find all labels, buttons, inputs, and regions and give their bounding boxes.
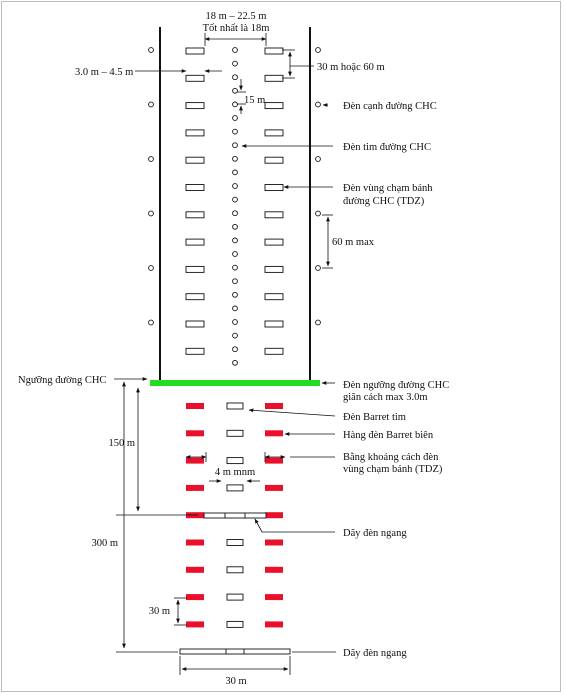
tdz-light <box>265 75 283 81</box>
tdz-light <box>186 266 204 272</box>
barrette-center-light <box>227 430 243 436</box>
threshold-label: Ngưỡng đường CHC <box>18 375 107 386</box>
centerline-light <box>233 197 238 202</box>
barrette-side-light <box>265 458 283 464</box>
edge-light <box>316 48 321 53</box>
tdz-light <box>265 348 283 354</box>
edge-light <box>149 48 154 53</box>
edge-light <box>316 102 321 107</box>
crossbar-label-2: Dãy đèn ngang <box>343 648 407 659</box>
dist-30-label: 30 m <box>148 606 170 617</box>
centerline-light <box>233 184 238 189</box>
edge-light <box>149 320 154 325</box>
edge-light <box>316 320 321 325</box>
centerline-light <box>233 156 238 161</box>
centerline-light <box>233 265 238 270</box>
width-best-label: Tốt nhất là 18m <box>202 23 270 34</box>
centerline-light <box>233 320 238 325</box>
barrette-side-light <box>265 594 283 600</box>
centerline-light <box>233 360 238 365</box>
barrette-center-label: Đèn Barret tim <box>343 412 406 423</box>
barrette-side-light <box>186 594 204 600</box>
tdz-light <box>186 212 204 218</box>
tdz-light <box>265 130 283 136</box>
centerline-light <box>233 224 238 229</box>
barrette-side-light <box>186 485 204 491</box>
barrette-center-light <box>227 594 243 600</box>
tdz-light <box>186 157 204 163</box>
crossbar-300 <box>180 649 290 654</box>
edge-spacing-label: 60 m max <box>332 237 374 248</box>
centerline-light <box>233 116 238 121</box>
edge-light <box>149 102 154 107</box>
centerline-light <box>233 211 238 216</box>
edge-light <box>316 157 321 162</box>
centerline-light <box>233 61 238 66</box>
barrette-center-light <box>227 403 243 409</box>
edge-light <box>316 266 321 271</box>
centerline-light <box>233 170 238 175</box>
width-bottom-label: 30 m <box>225 676 247 687</box>
tdz-light <box>186 75 204 81</box>
barrette-side-light <box>265 512 283 518</box>
centerline-light <box>233 279 238 284</box>
barrette-side-light <box>186 567 204 573</box>
centerline-light <box>233 48 238 53</box>
tdz-light <box>265 266 283 272</box>
edge-light <box>149 211 154 216</box>
tdz-light <box>186 185 204 191</box>
barrette-side-light <box>265 485 283 491</box>
barrette-center-light <box>227 540 243 546</box>
centerline-light <box>233 292 238 297</box>
barrette-side-light <box>186 403 204 409</box>
barrette-center-light <box>227 621 243 627</box>
tdz-light <box>265 157 283 163</box>
tdz-lights-label-2: đường CHC (TDZ) <box>343 196 425 207</box>
dist-300-label: 300 m <box>91 538 118 549</box>
threshold-lights-label-1: Đèn ngưỡng đường CHC <box>343 380 450 391</box>
tdz-gap-label-2: vùng chạm bánh (TDZ) <box>343 464 443 475</box>
tdz-light <box>186 48 204 54</box>
centerline-light <box>233 102 238 107</box>
tdz-light <box>186 348 204 354</box>
barrette-side-light <box>265 621 283 627</box>
barrette-center-light <box>227 567 243 573</box>
tdz-spacing-label: 30 m hoặc 60 m <box>317 62 385 73</box>
tdz-light <box>265 239 283 245</box>
barrette-side-light <box>265 403 283 409</box>
min-4m-label: 4 m mnm <box>214 467 256 478</box>
tdz-light <box>265 48 283 54</box>
barrette-side-light <box>265 430 283 436</box>
centerline-lights-label: Đèn tim đường CHC <box>343 142 431 153</box>
tdz-light <box>186 294 204 300</box>
barrette-side-label: Hàng đèn Barret biên <box>343 430 434 441</box>
barrette-side-light <box>186 540 204 546</box>
centerline-light <box>233 347 238 352</box>
barrette-side-light <box>265 567 283 573</box>
crossbar-label-1: Dãy đèn ngang <box>343 528 407 539</box>
edge-light <box>149 157 154 162</box>
barrette-side-light <box>265 540 283 546</box>
tdz-light <box>186 103 204 109</box>
centerline-light <box>233 75 238 80</box>
width-top-label: 18 m – 22.5 m <box>205 11 267 22</box>
centerline-light <box>233 306 238 311</box>
tdz-gap-label-1: Bằng khoảng cách đèn <box>343 452 439 463</box>
tdz-light <box>265 294 283 300</box>
dist-150-label: 150 m <box>108 438 135 449</box>
tdz-light <box>265 212 283 218</box>
barrette-center-light <box>227 485 243 491</box>
barrette-side-light <box>186 621 204 627</box>
centerline-light <box>233 143 238 148</box>
tdz-light <box>186 321 204 327</box>
centerline-light <box>233 129 238 134</box>
barrette-side-light <box>186 458 204 464</box>
threshold-light-bar <box>150 380 320 386</box>
centerline-lights <box>233 48 238 366</box>
centerline-spacing-label: 15 m <box>244 95 266 106</box>
edge-light <box>149 266 154 271</box>
tdz-light <box>186 239 204 245</box>
barrette-side-light <box>186 430 204 436</box>
tdz-light <box>265 103 283 109</box>
centerline-light <box>233 88 238 93</box>
threshold-lights-label-2: giãn cách max 3.0m <box>343 392 428 403</box>
crossbar-150 <box>204 513 266 518</box>
centerline-light <box>233 238 238 243</box>
edge-light <box>316 211 321 216</box>
edge-lights-label: Đèn cạnh đường CHC <box>343 101 437 112</box>
tdz-lights-label-1: Đèn vùng chạm bánh <box>343 183 433 194</box>
tdz-light <box>186 130 204 136</box>
tdz-light <box>265 321 283 327</box>
barrette-center-light <box>227 458 243 464</box>
tdz-light <box>265 185 283 191</box>
centerline-light <box>233 333 238 338</box>
tdz-offset-label: 3.0 m – 4.5 m <box>75 67 134 78</box>
centerline-light <box>233 252 238 257</box>
